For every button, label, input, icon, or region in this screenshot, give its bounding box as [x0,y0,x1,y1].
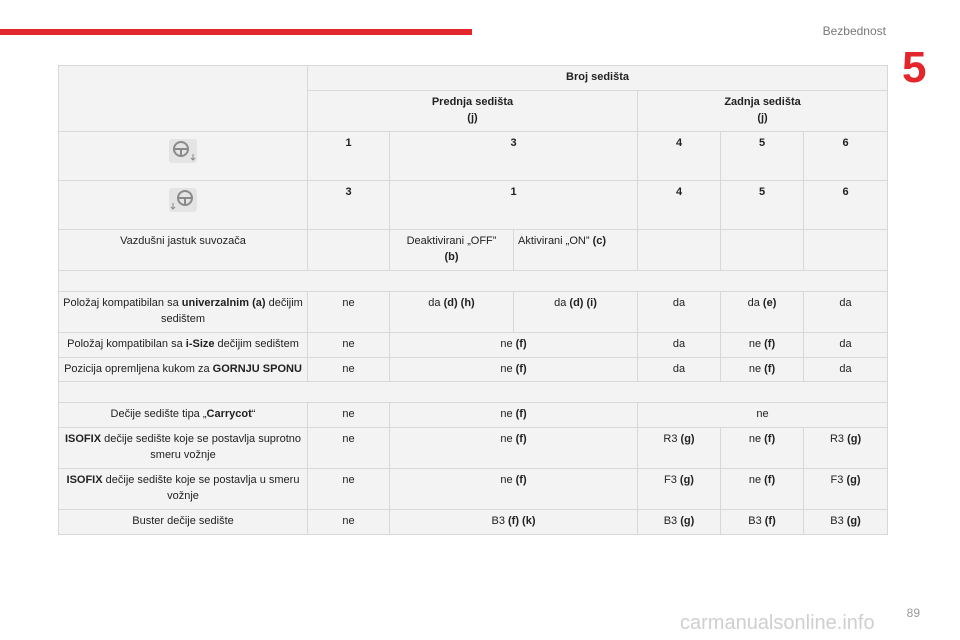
table-row: Položaj kompatibilan sa univerzalnim (a) dečijim sedištem ne da (d) (h) da (d) (i) da da (e) da [59,291,888,332]
table-row: 3 1 4 5 6 [59,180,888,229]
table-row: ISOFIX dečije sedište koje se postavlja suprotno smeru vožnje ne ne (f) R3 (g) ne (f) R3 (g) [59,428,888,469]
table-row: Dečije sedište tipa „Carrycot“ ne ne (f) ne [59,403,888,428]
carrycot-label: Dečije sedište tipa „Carrycot“ [59,403,308,428]
table-row: Buster dečije sedište ne B3 (f) (k) B3 (g) B3 (f) B3 (g) [59,510,888,535]
steering-wheel-left-seat-icon [168,138,198,164]
airbag-off-cell: Deaktivirani „OFF” (b) [390,229,514,270]
top-tether-label: Pozicija opremljena kukom za GORNJU SPONU [59,357,308,382]
table-separator [59,382,888,403]
airbag-on-cell: Aktivirani „ON” (c) [514,229,638,270]
watermark: carmanualsonline.info [680,612,875,634]
chapter-number: 5 [902,43,927,92]
table-row: ISOFIX dečije sedište koje se postavlja u smeru vožnje ne ne (f) F3 (g) ne (f) F3 (g) [59,469,888,510]
page-number: 89 [906,606,920,620]
table-row: Pozicija opremljena kukom za GORNJU SPONU ne ne (f) da ne (f) da [59,357,888,382]
table-row: Položaj kompatibilan sa i-Size dečijim sedištem ne ne (f) da ne (f) da [59,332,888,357]
universal-label: Položaj kompatibilan sa univerzalnim (a) dečijim sedištem [59,291,308,332]
isofix-rear-label: ISOFIX dečije sedište koje se postavlja suprotno smeru vožnje [59,428,308,469]
seat-count-header: Broj sedišta [308,66,888,91]
header-accent-bar [0,29,472,35]
isize-label: Položaj kompatibilan sa i-Size dečijim sedištem [59,332,308,357]
child-seat-table [58,65,888,535]
rear-seats-header: Zadnja sedišta (j) [638,90,888,131]
lhd-icon-cell [59,131,308,180]
table-separator [59,270,888,291]
booster-label: Buster dečije sedište [59,510,308,535]
front-seats-header: Prednja sedišta (j) [308,90,638,131]
corner-cell [59,66,308,132]
table-row: 1 3 4 5 6 [59,131,888,180]
table-row [59,229,888,270]
steering-wheel-right-seat-icon [168,187,198,213]
isofix-forward-label: ISOFIX dečije sedište koje se postavlja u smeru vožnje [59,469,308,510]
airbag-label: Vazdušni jastuk suvozača [59,229,308,270]
section-title: Bezbednost [822,24,886,38]
table-row [59,66,888,91]
rhd-icon-cell [59,180,308,229]
